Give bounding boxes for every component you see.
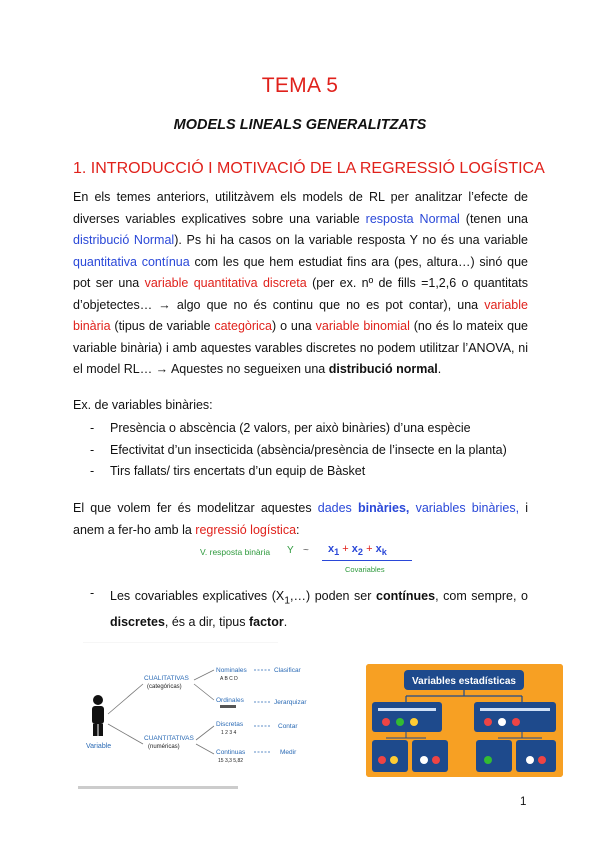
formula-covariables-label: Covariables	[345, 565, 385, 574]
covariables-paragraph	[110, 586, 528, 634]
text-run: ,…) poden ser	[290, 589, 377, 603]
formula-underline	[322, 560, 412, 561]
diagram-branch-lines	[108, 684, 143, 744]
highlight-variable-binomial: variable binomial	[315, 319, 410, 333]
poster-text-line	[480, 708, 550, 711]
poster-icon	[410, 718, 418, 726]
poster-icon	[390, 756, 398, 764]
formula-y: Y	[287, 545, 294, 556]
list-dash: -	[90, 586, 95, 600]
poster-icon	[382, 718, 390, 726]
poster-box-nominales	[372, 740, 408, 772]
poster-icon	[378, 756, 386, 764]
diagram-continuas: Continuas	[216, 749, 246, 756]
poster-icon	[526, 756, 534, 764]
formula-xk-sub: k	[381, 547, 387, 558]
poster-box-continuas	[516, 740, 556, 772]
person-icon-head	[93, 695, 103, 705]
formula-x1-sub: 1	[334, 547, 340, 558]
page-title: TEMA 5	[261, 74, 339, 97]
list-item-text: Tirs fallats/ tirs encertats d’un equip de Bàsket	[110, 464, 366, 478]
list-item-text: Efectivitat d’un insecticida (absència/presència de l’insecte en la planta)	[110, 442, 507, 457]
bold-distribucio-normal: distribució normal	[328, 362, 438, 376]
text-run: El que volem fer és modelitzar aquestes	[73, 501, 318, 515]
diagram-categoricas: (categóricas)	[147, 684, 182, 690]
poster-title: Variables estadísticas	[412, 676, 516, 687]
poster-icon	[396, 718, 404, 726]
formula-x2-sub: 2	[357, 547, 363, 558]
poster-box-cuantitativas	[474, 702, 556, 732]
diagram-discretas-example: 1 2 3 4	[221, 730, 237, 736]
person-icon-body	[92, 706, 104, 724]
diagram-numericas: (numéricas)	[148, 744, 180, 750]
poster-icon	[484, 718, 492, 726]
diagram-nominales-example: A B C D	[220, 676, 238, 682]
text-run: ) o una	[272, 319, 316, 333]
poster-box-cualitativas	[372, 702, 442, 732]
formula-xk: x	[375, 543, 382, 555]
diagram-contar: Contar	[278, 723, 298, 730]
diagram-nominales: Nominales	[216, 667, 247, 674]
list-intro: Ex. de variables binàries:	[73, 398, 213, 412]
text-run: (per ex. nº de fills =1,2,6 o quantitats d’objetectes… → algo que no és continu que no es pot contar), una	[73, 276, 529, 312]
text-run: (no és lo mateix que variable binària) i amb aquestes varables discretes no podem utilitzar l’ANOVA, ni el model RL… → Aquestes no segueixen una	[73, 319, 528, 376]
text-run: (tenen una	[459, 211, 529, 226]
poster-icon	[432, 756, 440, 764]
formula-tilde: ~	[303, 545, 309, 556]
diagram-cualitativas: CUALITATIVAS	[144, 675, 189, 682]
text-run: En els temes anteriors, utilitzàvem els models de RL per analitzar l’efecte de diverses variables explicatives sobre una variable	[73, 190, 528, 226]
list-item: - Tirs fallats/ tirs encertats d’un equip de Bàsket	[90, 464, 366, 478]
text-run: ). Ps hi ha casos on la variable resposta Y no és una variable	[174, 233, 528, 247]
bold-discretes: discretes	[110, 615, 165, 629]
diagram-ordinales-example	[220, 705, 236, 708]
text-run: Les covariables explicatives (X	[110, 589, 285, 603]
intro-paragraph	[73, 187, 528, 381]
bold-factor: factor	[248, 615, 284, 629]
poster-box-discretas	[476, 740, 512, 772]
bold-continues: contínues	[376, 589, 436, 603]
poster-icon	[498, 718, 506, 726]
poster-icon	[538, 756, 546, 764]
variable-types-diagram	[78, 642, 348, 792]
poster-icon	[512, 718, 520, 726]
text-run: :	[296, 522, 300, 537]
variables-poster	[366, 664, 563, 777]
poster-icon	[420, 756, 428, 764]
highlight-quantitativa-discreta: variable quantitativa discreta	[144, 276, 307, 290]
text-run: (tipus de variable	[110, 319, 215, 333]
formula-plus: +	[366, 543, 373, 555]
page-number: 1	[520, 796, 527, 808]
formula-x2: x	[351, 543, 358, 555]
formula-x1: x	[328, 543, 335, 555]
poster-box-ordinales	[412, 740, 448, 772]
logistic-paragraph	[73, 498, 528, 541]
highlight-variable-binaria: variable binària	[73, 297, 528, 333]
diagram-continuas-example: 15 3,3 5,82	[218, 758, 244, 764]
highlight-binaries: binàries,	[358, 501, 410, 515]
text-run: , és a dir, tipus	[164, 615, 249, 629]
regression-formula	[200, 545, 420, 581]
subscript: 1	[284, 595, 291, 607]
diagram-clasificar: Clasificar	[274, 667, 301, 674]
page-subtitle: MODELS LINEALS GENERALITZATS	[173, 117, 427, 133]
highlight-distribucio-normal: distribució Normal	[73, 233, 175, 247]
text-run: , com sempre, o	[435, 589, 528, 603]
poster-text-line	[378, 708, 436, 711]
highlight-regressio-logistica: regressió logística	[195, 522, 297, 537]
diagram-caption	[78, 786, 238, 789]
section-heading: 1. INTRODUCCIÓ I MOTIVACIÓ DE LA REGRESSIÓ LOGÍSTICA	[73, 160, 545, 177]
highlight-dades: dades	[317, 501, 358, 515]
poster-graphic	[366, 664, 563, 777]
list-item: - Efectivitat d’un insecticida (absència/presència de l’insecte en la planta)	[90, 442, 507, 457]
diagram-discretas: Discretas	[216, 721, 244, 728]
example-list	[90, 418, 507, 483]
formula-covariates	[328, 543, 387, 557]
diagram-jerarquizar: Jerarquizar	[274, 699, 307, 706]
person-icon-leg	[99, 724, 104, 736]
diagram-arrows	[254, 670, 270, 752]
text-run: .	[283, 615, 288, 629]
list-item-text: Presència o abscència (2 valors, per això binàries) d’una espècie	[110, 421, 471, 435]
highlight-variables-binaries: variables binàries,	[409, 501, 520, 515]
person-icon-leg	[93, 724, 98, 736]
diagram-medir: Medir	[280, 749, 297, 756]
highlight-resposta-normal: resposta Normal	[365, 211, 460, 226]
list-item: - Presència o abscència (2 valors, per això binàries) d’una espècie	[90, 421, 471, 435]
text-run: com les que hem estudiat fins ara (pes, altura…) sinó que pot ser una	[73, 254, 528, 290]
diagram-ordinales: Ordinales	[216, 697, 244, 704]
diagram-cuantitativas: CUANTITATIVAS	[144, 735, 194, 742]
highlight-quantitativa-continua: quantitativa contínua	[73, 254, 190, 269]
highlight-categorica: categòrica	[214, 319, 273, 333]
diagram-subbranch-lines	[194, 670, 214, 754]
formula-response-label: V. resposta binària	[200, 547, 271, 557]
diagram-variable-label: Variable	[86, 743, 112, 750]
formula-plus: +	[342, 543, 349, 555]
text-run: i anem a fer-ho amb la	[73, 501, 529, 537]
poster-icon	[484, 756, 492, 764]
text-run: .	[437, 362, 442, 376]
